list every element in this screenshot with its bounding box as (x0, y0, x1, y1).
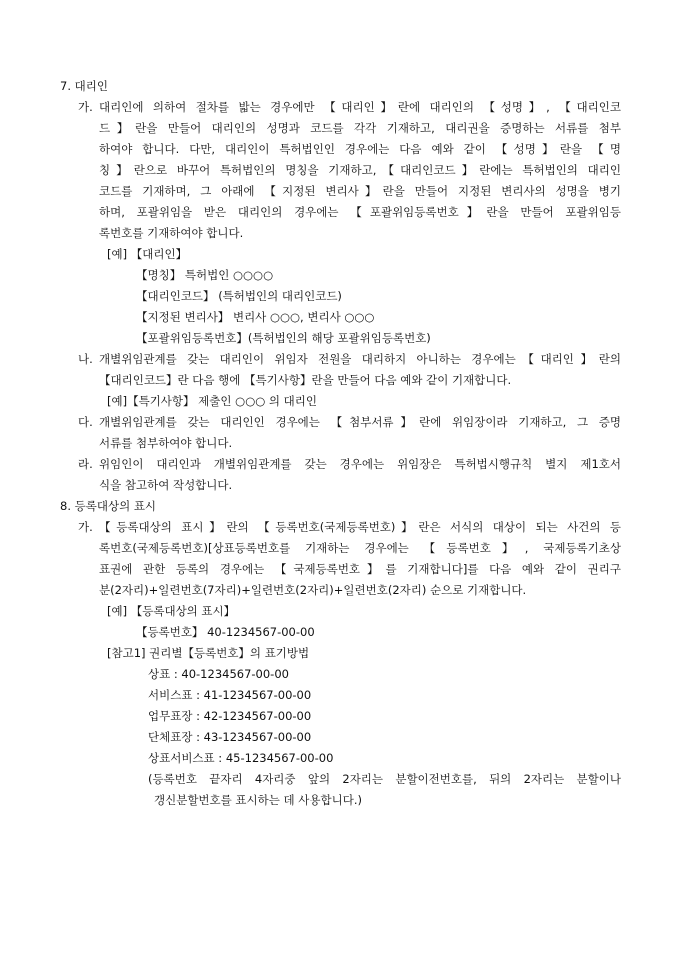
item-7-ga-line: 코드를 기재하며, 그 아래에 【지정된 변리사】란을 만들어 지정된 변리사의 성명을 병기 (99, 184, 621, 198)
reference-item: 상표서비스표 : 45-1234567-00-00 (148, 751, 334, 765)
example-label: [예] 【등록대상의 표시】 (107, 604, 236, 618)
example-line: 【명칭】 특허법인 ○○○○ (136, 268, 274, 282)
reference-note: 갱신분할번호를 표시하는 데 사용합니다.) (154, 793, 362, 807)
item-7-da-marker: 다. (78, 415, 93, 429)
item-7-na-line: 【대리인코드】란 다음 행에 【특기사항】란을 만들어 다음 예와 같이 기재합니다. (99, 373, 512, 387)
item-7-da-line: 서류를 첨부하여야 합니다. (99, 436, 233, 450)
item-7-na-marker: 나. (78, 352, 93, 366)
reference-title: [참고1] 권리별【등록번호】의 표기방법 (107, 646, 310, 660)
section-7-heading: 7. 대리인 (60, 79, 108, 93)
example-line: 【지정된 변리사】 변리사 ○○○, 변리사 ○○○ (136, 310, 375, 324)
reference-item: 업무표장 : 42-1234567-00-00 (148, 709, 312, 723)
item-8-ga-line: 분(2자리)+일련번호(7자리)+일련번호(2자리)+일련번호(2자리) 순으로 기재합니다. (99, 583, 527, 597)
item-7-ga-line: 칭】란으로 바꾸어 특허법인의 명칭을 기재하고,【대리인코드】란에는 특허법인의 대리인 (99, 163, 621, 177)
item-7-ra-line: 식을 참고하여 작성합니다. (99, 478, 233, 492)
item-7-ra-marker: 라. (78, 457, 93, 471)
example-label: [예] 【대리인】 (107, 247, 188, 261)
item-8-ga-marker: 가. (78, 520, 93, 534)
item-7-ra-line: 위임인이 대리인과 개별위임관계를 갖는 경우에는 위임장은 특허법시행규칙 별지 제1호서 (99, 457, 621, 471)
item-7-ga-line: 대리인에 의하여 절차를 밟는 경우에만 【대리인】란에 대리인의 【성명】, 【대리인코 (99, 100, 621, 114)
reference-item: 상표 : 40-1234567-00-00 (148, 667, 289, 681)
section-8-heading: 8. 등록대상의 표시 (60, 499, 157, 513)
item-7-ga-line: 드】란을 만들어 대리인의 성명과 코드를 각각 기재하고, 대리권을 증명하는 서류를 첨부 (99, 121, 621, 135)
example-line: 【포괄위임등록번호】(특허법인의 해당 포괄위임등록번호) (136, 331, 431, 345)
item-8-ga-line: 록번호(국제등록번호)[상표등록번호를 기재하는 경우에는 【등록번호】, 국제등록기초상 (99, 541, 621, 555)
item-7-na-line: 개별위임관계를 갖는 대리인이 위임자 전원을 대리하지 아니하는 경우에는【대리인】란의 (99, 352, 621, 366)
reference-item: 서비스표 : 41-1234567-00-00 (148, 688, 312, 702)
example-line: 【대리인코드】 (특허법인의 대리인코드) (136, 289, 342, 303)
item-7-ga-line: 록번호를 기재하여야 합니다. (99, 226, 244, 240)
item-8-ga-line: 【등록대상의 표시】란의 【등록번호(국제등록번호)】란은 서식의 대상이 되는 사건의 등 (99, 520, 621, 534)
item-7-ga-line: 하며, 포괄위임을 받은 대리인의 경우에는 【포괄위임등록번호】란을 만들어 포괄위임등 (99, 205, 621, 219)
item-7-ga-marker: 가. (78, 100, 93, 114)
reference-note: (등록번호 끝자리 4자리중 앞의 2자리는 분할이전번호를, 뒤의 2자리는 분할이나 (148, 772, 621, 786)
item-7-ga-line: 하여야 합니다. 다만, 대리인이 특허법인인 경우에는 다음 예와 같이 【성명】란을 【명 (99, 142, 621, 156)
example-line: [예]【특기사항】 제출인 ○○○ 의 대리인 (107, 394, 318, 408)
item-7-da-line: 개별위임관계를 갖는 대리인인 경우에는 【첨부서류】란에 위임장이라 기재하고, 그 증명 (99, 415, 621, 429)
item-8-ga-line: 표권에 관한 등록의 경우에는 【국제등록번호】를 기재합니다]를 다음 예와 같이 권리구 (99, 562, 621, 576)
reference-item: 단체표장 : 43-1234567-00-00 (148, 730, 312, 744)
example-line: 【등록번호】 40-1234567-00-00 (136, 625, 315, 639)
